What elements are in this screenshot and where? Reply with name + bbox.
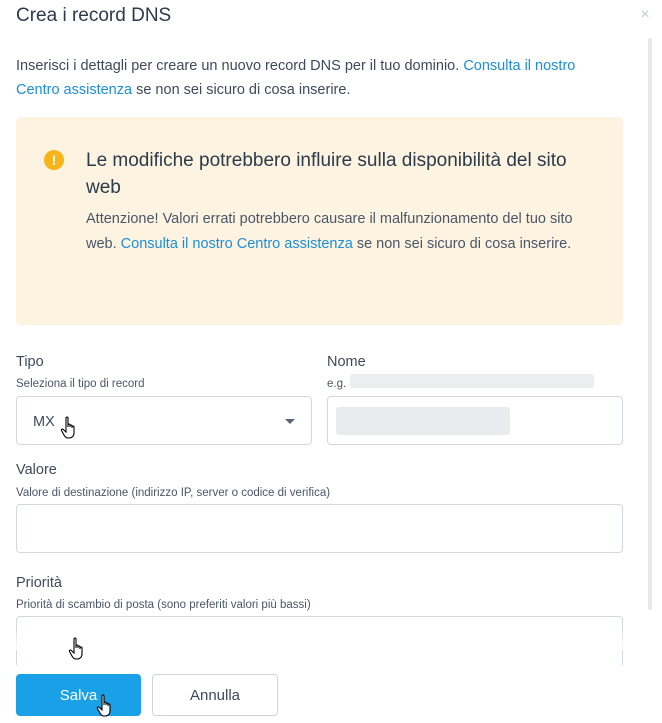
warning-banner — [16, 117, 623, 325]
value-label: Valore — [16, 462, 57, 478]
hand-cursor-icon — [68, 637, 88, 661]
name-label: Nome — [327, 354, 366, 370]
type-label: Tipo — [16, 354, 44, 370]
record-type-value: MX — [33, 414, 55, 430]
value-hint: Valore di destinazione (indirizzo IP, server o codice di verifica) — [16, 487, 331, 499]
intro-suffix: se non sei sicuro di cosa inserire. — [136, 82, 351, 98]
cancel-button[interactable]: Annulla — [152, 674, 278, 716]
warning-title: Le modifiche potrebbero influire sulla disponibilità del sito web — [86, 150, 567, 198]
redacted-example — [350, 374, 594, 388]
warning-body — [86, 207, 606, 257]
intro-sentence: Inserisci i dettagli per creare un nuovo record DNS per il tuo dominio. — [16, 58, 460, 74]
close-icon[interactable]: × — [640, 6, 650, 23]
scrollbar[interactable] — [648, 38, 652, 610]
name-input[interactable] — [327, 396, 623, 445]
priority-label: Priorità — [16, 575, 62, 591]
hand-cursor-icon — [60, 416, 80, 440]
hand-cursor-icon — [96, 694, 116, 718]
warning-help-link[interactable]: Consulta il nostro Centro assistenza — [120, 236, 353, 252]
scroll-fade — [0, 628, 648, 650]
save-button[interactable]: Salva — [16, 674, 141, 716]
warning-suffix: se non sei sicuro di cosa inserire. — [356, 236, 572, 252]
name-hint: e.g. — [327, 378, 347, 390]
redacted-value — [336, 407, 510, 435]
value-input[interactable] — [16, 504, 623, 553]
chevron-down-icon — [285, 419, 295, 424]
dialog-title: Crea i record DNS — [16, 5, 172, 26]
help-center-link[interactable]: Consulta il nostro Centro assistenza — [16, 58, 576, 98]
warning-text: Attenzione! Valori errati potrebbero causare il malfunzionamento del tuo sito web. — [86, 211, 573, 252]
intro-text — [16, 54, 616, 102]
type-hint: Seleziona il tipo di record — [16, 378, 145, 390]
priority-hint: Priorità di scambio di posta (sono preferiti valori più bassi) — [16, 599, 311, 611]
exclamation-icon: ! — [44, 150, 64, 170]
